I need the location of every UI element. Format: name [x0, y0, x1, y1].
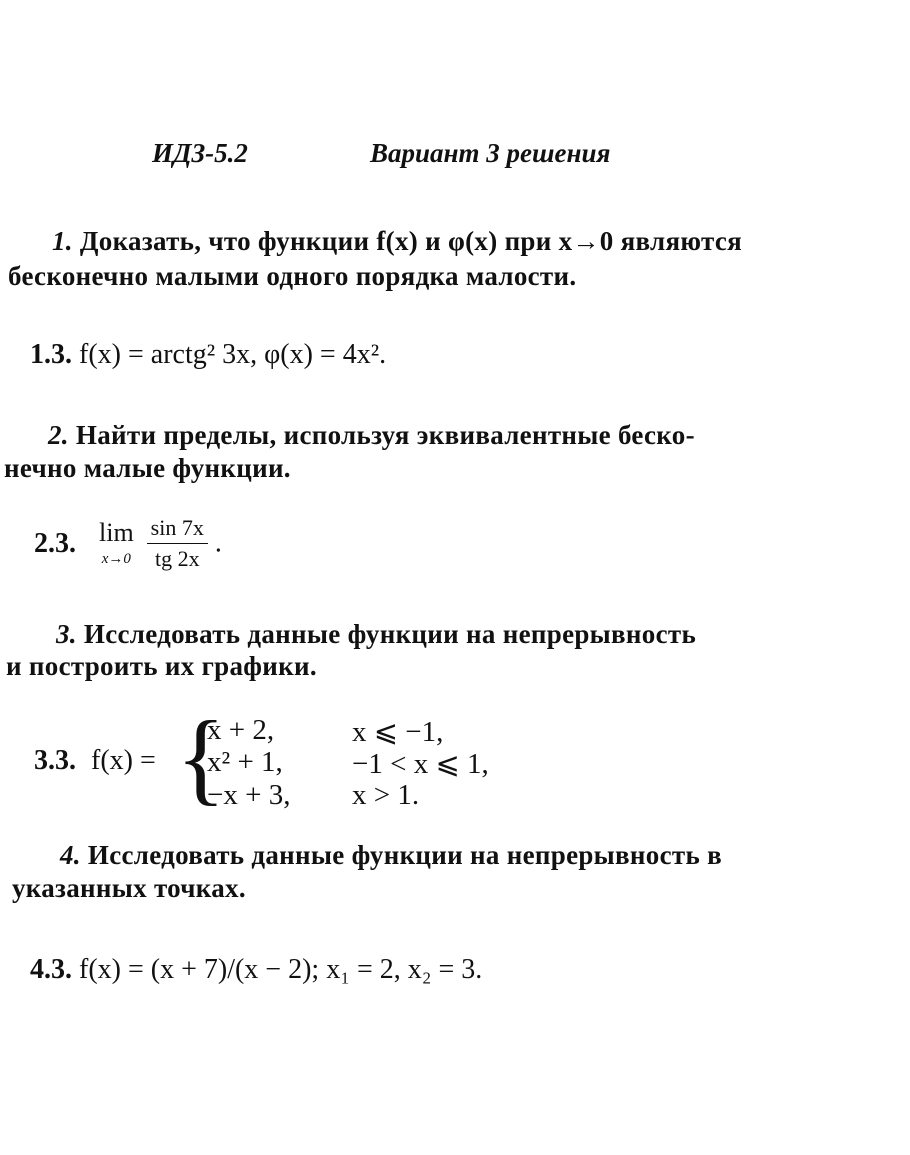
task-4-item-formula: f(x) = (x + 7)/(x − 2); x₁ = 2, x₂ = 3. [79, 954, 483, 985]
task-3-text-line-1 [56, 619, 696, 650]
task-2-item [34, 515, 222, 572]
limit-word: lim [99, 518, 134, 547]
task-4-line-1: Исследовать данные функции на непрерывность в [87, 840, 722, 870]
cases-brace: { [176, 700, 226, 815]
task-4-text-line-1 [60, 840, 722, 871]
limit-fraction [147, 515, 208, 572]
task-4-number: 4. [60, 840, 81, 870]
task-3-item-label-wrap [34, 745, 156, 777]
case-1-cond: x ⩽ −1, [352, 716, 444, 748]
task-4-line-2: указанных точках. [12, 873, 246, 903]
task-4-item [30, 954, 482, 986]
task-4-item-label: 4.3. [30, 954, 72, 985]
case-2-expr: x² + 1, [207, 746, 283, 778]
case-1-expr: x + 2, [207, 714, 275, 746]
task-1-item-label: 1.3. [30, 339, 72, 370]
case-3-cond: x > 1. [352, 779, 420, 811]
task-1-item-formula: f(x) = arctg² 3x, φ(x) = 4x². [79, 339, 387, 370]
document-code: ИДЗ-5.2 [152, 138, 248, 168]
task-3-function: f(x) = [91, 745, 156, 776]
task-2-item-label: 2.3. [34, 527, 76, 559]
task-2-number: 2. [48, 420, 69, 450]
task-2-line-2: нечно малые функции. [4, 453, 291, 483]
task-2-text-line-1 [48, 420, 695, 451]
fraction-denominator: tg 2x [154, 546, 200, 571]
task-1-text-line-1 [52, 226, 742, 257]
task-3-line-1: Исследовать данные функции на непрерывность [83, 619, 697, 649]
limit-operator [99, 520, 134, 567]
limit-subscript: x→0 [101, 551, 131, 567]
variant-title: Вариант 3 решения [370, 138, 611, 168]
case-3-expr: −x + 3, [207, 779, 291, 811]
limit-period: . [214, 527, 222, 559]
task-1-line-1: Доказать, что функции f(x) и φ(x) при x→0 являются [79, 226, 743, 256]
fraction-numerator: sin 7x [147, 515, 208, 544]
task-3-line-2: и построить их графики. [6, 651, 317, 681]
task-2-line-1: Найти пределы, используя эквивалентные беско- [75, 420, 695, 450]
task-1-item [30, 339, 386, 371]
case-2-cond: −1 < x ⩽ 1, [352, 748, 489, 780]
task-1-line-2: бесконечно малыми одного порядка малости. [8, 261, 577, 291]
task-3-number: 3. [56, 619, 77, 649]
task-1-number: 1. [52, 226, 73, 256]
task-3-item-label: 3.3. [34, 745, 76, 776]
